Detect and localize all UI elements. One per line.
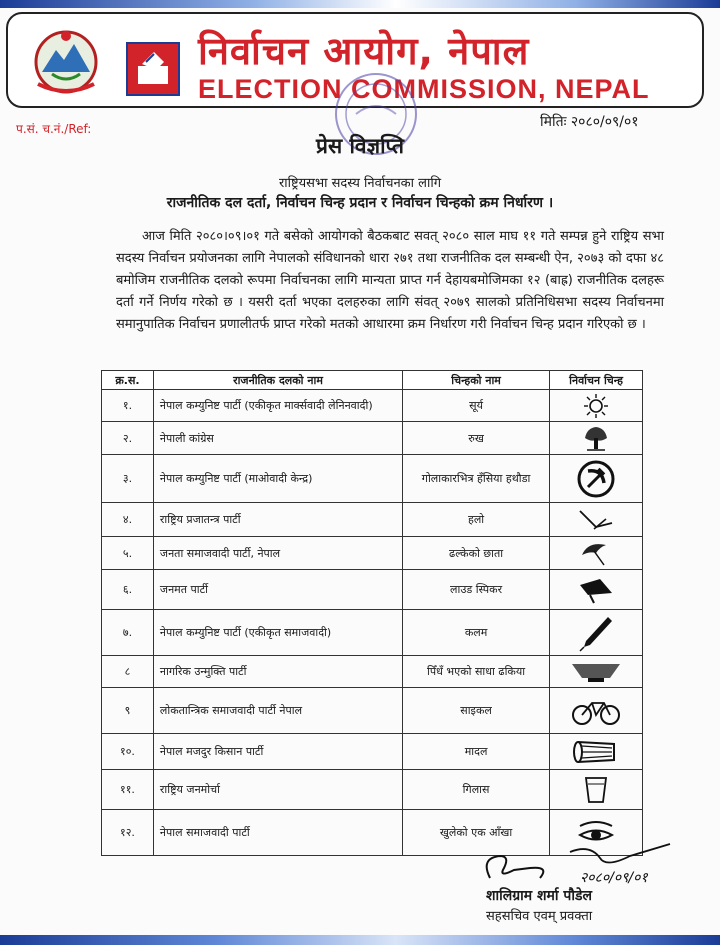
column-header-party: राजनीतिक दलको नाम [153, 371, 402, 390]
handwritten-signature [470, 838, 690, 888]
row-number: ४. [102, 503, 154, 537]
symbol-name: ढल्केको छाता [403, 537, 550, 570]
top-decorative-stripe [0, 0, 720, 8]
table-row [102, 390, 643, 422]
bicycle-icon [570, 695, 622, 727]
party-name: नेपाल कम्युनिष्ट पार्टी (एकीकृत समाजवादी) [153, 610, 402, 656]
column-header-serial: क्र.स. [102, 371, 154, 390]
signatory-name: शालिग्राम शर्मा पौडेल [486, 888, 592, 904]
press-release-title: प्रेस विज्ञप्ति [316, 134, 404, 158]
subtitle-registration: राजनीतिक दल दर्ता, निर्वाचन चिन्ह प्रदान र निर्वाचन चिन्हको क्रम निर्धारण । [166, 195, 554, 211]
sun-icon [582, 393, 610, 419]
symbol-name: पिँधँ भएको साधा ढकिया [403, 656, 550, 688]
symbol-name: लाउड स्पिकर [403, 570, 550, 610]
party-name: नेपाल कम्युनिष्ट पार्टी (एकीकृत मार्क्सवादी लेनिनवादी) [153, 390, 402, 422]
madal-drum-icon [572, 738, 620, 766]
signatory-title: सहसचिव एवम् प्रवक्ता [486, 909, 593, 924]
nepal-emblem-icon [28, 22, 104, 98]
party-name: लोकतान्त्रिक समाजवादी पार्टी नेपाल [153, 688, 402, 734]
party-name: राष्ट्रिय जनमोर्चा [153, 770, 402, 810]
row-number: १. [102, 390, 154, 422]
party-name: नागरिक उन्मुक्ति पार्टी [153, 656, 402, 688]
party-name: जनता समाजवादी पार्टी, नेपाल [153, 537, 402, 570]
issue-date: मितिः २०८०/०९/०१ [540, 114, 639, 130]
symbol-name: कलम [403, 610, 550, 656]
row-number: ८ [102, 656, 154, 688]
symbol-name: खुलेको एक आँखा [403, 810, 550, 856]
basket-icon [570, 660, 622, 684]
row-number: १२. [102, 810, 154, 856]
row-number: ११. [102, 770, 154, 810]
body-paragraph: आज मिति २०८०।०९।०१ गते बसेको आयोगको बैठकबाट सवत् २०८० साल माघ ११ गते सम्पन्न हुने राष्ट्रिय सभा सदस्य निर्वाचन प्रयोजनका लागि नेपालको संविधानको धारा २७१ तथा राजनीतिक दल सम्बन्धी ऐन, २०७३ को दफा ४८ बमोजिम राजनीतिक दलको रूपमा निर्वाचनका लागि मान्यता प्राप्त गर्न देहायबमोजिमका १२ (बाह्र) राजनीतिक दलहरू दर्ता गर्ने निर्णय गरेको छ । यसरी दर्ता भएका दलहरुका लागि संवत् २०७९ सालको प्रतिनिधिसभा सदस्य निर्वाचनमा समानुपातिक निर्वाचन प्रणालीतर्फ प्राप्त गरेको मतको आधारमा क्रम निर्धारण गरी निर्वाचन चिन्ह प्रदान गरिएको छ । [116, 229, 664, 332]
table-row [102, 770, 643, 810]
symbol-name: हलो [403, 503, 550, 537]
table-row [102, 455, 643, 503]
party-name: नेपाल समाजवादी पार्टी [153, 810, 402, 856]
row-number: २. [102, 422, 154, 455]
reference-label: प.सं. च.नं./Ref: [16, 122, 92, 136]
symbol-name: साइकल [403, 688, 550, 734]
plough-icon [576, 507, 616, 533]
pen-icon [578, 613, 614, 653]
table-row [102, 570, 643, 610]
party-name: राष्ट्रिय प्रजातन्त्र पार्टी [153, 503, 402, 537]
party-name: नेपाल मजदुर किसान पार्टी [153, 734, 402, 770]
table-row [102, 610, 643, 656]
table-header-row [102, 371, 643, 390]
symbol-name: सूर्य [403, 390, 550, 422]
column-header-symbol-name: चिन्हको नाम [403, 371, 550, 390]
symbol-name: गिलास [403, 770, 550, 810]
row-number: ५. [102, 537, 154, 570]
symbol-name: मादल [403, 734, 550, 770]
table-row [102, 656, 643, 688]
party-symbol-table [101, 370, 643, 856]
table-row [102, 734, 643, 770]
symbol-name: गोलाकारभित्र हँसिया हथौडा [403, 455, 550, 503]
row-number: १०. [102, 734, 154, 770]
election-commission-logo-icon [126, 42, 180, 96]
row-number: ७. [102, 610, 154, 656]
tree-icon [581, 424, 611, 452]
table-row [102, 537, 643, 570]
party-name: नेपाली कांग्रेस [153, 422, 402, 455]
party-name: जनमत पार्टी [153, 570, 402, 610]
party-name: नेपाल कम्युनिष्ट पार्टी (माओवादी केन्द्र) [153, 455, 402, 503]
table-row [102, 688, 643, 734]
row-number: ९ [102, 688, 154, 734]
symbol-name: रुख [403, 422, 550, 455]
subtitle-election: राष्ट्रियसभा सदस्य निर्वाचनका लागि [278, 176, 442, 191]
commission-title-nepali: निर्वाचन आयोग, नेपाल [198, 29, 530, 73]
column-header-symbol: निर्वाचन चिन्ह [550, 371, 643, 390]
glass-icon [583, 775, 609, 805]
table-row [102, 503, 643, 537]
row-number: ६. [102, 570, 154, 610]
row-number: ३. [102, 455, 154, 503]
bottom-decorative-stripe [0, 935, 720, 945]
umbrella-icon [578, 539, 614, 567]
loudspeaker-icon [576, 575, 616, 605]
hammer-sickle-icon [576, 459, 616, 499]
table-row [102, 422, 643, 455]
handwritten-date: २०८०/०९/०१ [580, 870, 648, 886]
commission-title-english: ELECTION COMMISSION, NEPAL [198, 74, 650, 104]
